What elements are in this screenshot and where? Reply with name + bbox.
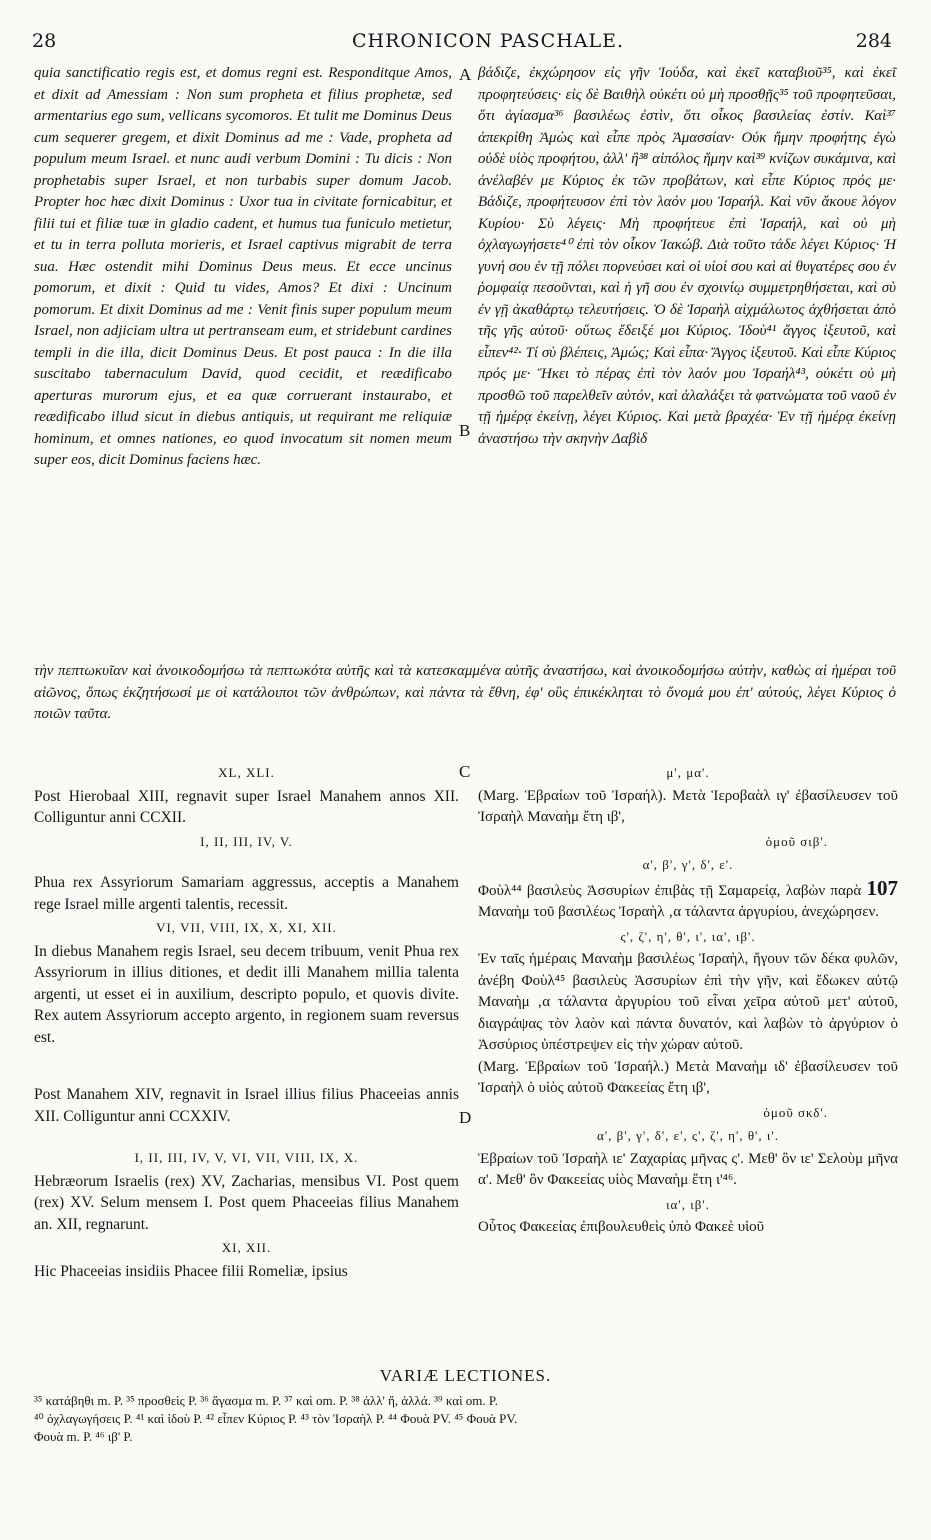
greek-paragraph: (Marg. Ἑβραίων τοῦ Ἰσραήλ.) Μετὰ Μαναὴμ ιδ' ἐβασίλευσεν τοῦ Ἰσραὴλ ὁ υἱὸς αὐτοῦ Φακεείας ἔτη ιβ', (478, 1058, 898, 1096)
section-numerals: ια', ιβ'. (666, 1196, 710, 1212)
column-number: 107 (866, 875, 899, 900)
latin-column (34, 760, 459, 1282)
greek-amos-conclusion: τὴν πεπτωκυῖαν καὶ ἀνοικοδομήσω τὰ πεπτωκότα αὐτῆς καὶ τὰ κατεσκαμμένα αὐτῆς ἀναστήσω, καὶ ἀνοικοδομήσω αὐτὴν, καθὼς αἱ ἡμέραι τοῦ αἰῶνος, ὅπως ἐκζητήσωσί με οἱ κατάλοιποι τῶν ἀνθρώπων, καὶ πάντα τὰ ἔθνη, ἐφ' οὓς ἐπικέκληται τὸ ὄνομά μου ἐπ' αὐτούς, λέγει Κύριος ὁ ποιῶν ταῦτα. (34, 663, 896, 722)
margin-letter-d: D (459, 1108, 472, 1127)
greek-paragraph: Φοὺλ⁴⁴ βασιλεὺς Ἀσσυρίων ἐπιβὰς τῇ Σαμαρείᾳ, λαβὼν παρὰ 107 Μαναὴμ τοῦ βασιλέως Ἰσραὴλ ‚α τάλαντα ἀργυρίου, ἀνεχώρησεν. (478, 875, 899, 920)
section-numerals: I, II, III, IV, V, VI, VII, VIII, IX, X. (134, 1150, 359, 1165)
greek-amos-text: βάδιζε, ἐκχώρησον εἰς γῆν Ἰούδα, καὶ ἐκεῖ καταβιοῦ³⁵, καὶ ἐκεῖ προφητεύσεις· εἰς δὲ Βαιθὴλ οὐκέτι οὐ μὴ προσθῇς³⁵ τοῦ προφητεῦσαι, ὅτι ἁγίασμα³⁶ βασιλέως ἐστὶν, ὅτι οἶκος βασιλείας ἐστίν. Καὶ³⁷ ἀπεκρίθη Ἀμὼς καὶ εἶπε πρὸς Ἀμασσίαν· Οὐκ ἤμην προφήτης ἐγὼ οὐδὲ υἱὸς προφήτου, ἀλλ' ἢ³⁸ αἰπόλος ἤμην καὶ³⁹ κνίζων συκάμινα, καὶ ἀνέλαβέν με Κύριος ἐκ τῶν προβάτων, καὶ εἶπε Κύριος πρός με· Βάδιζε, προφήτευσον ἐπὶ τὸν λαόν μου Ἰσραήλ. Καὶ νῦν ἄκουε λόγον Κυρίου· Σὺ λέγεις· Μὴ προφήτευε ἐπὶ Ἰσραήλ, καὶ οὐ μὴ ὀχλαγωγήσετε⁴⁰ ἐπὶ τὸν οἶκον Ἰακώβ. Διὰ τοῦτο τάδε λέγει Κύριος· Ἡ γυνή σου ἐν τῇ πόλει πορνεύσει καὶ οἱ υἱοί σου καὶ αἱ θυγατέρες σου ἐν ῥομφαίᾳ πεσοῦνται, καὶ ἡ γῆ σου ἐν σχοινίῳ συμμετρηθήσεται, καὶ σὺ ἐν γῇ ἀκαθάρτῳ τελευτήσεις. Ὁ δὲ Ἰσραὴλ αἰχμάλωτος ἀχθήσεται ἀπὸ τῆς γῆς αὐτοῦ· οὕτως ἔδειξέ μοι Κύριος. Ἰδοὺ⁴¹ ἄγγος ἰξευτοῦ, καὶ εἶπεν⁴²· Τί σὺ βλέπεις, Ἀμώς; Καὶ εἶπα· Ἄγγος ἰξευτοῦ. Καὶ εἶπε Κύριος πρός με· Ἥκει τὸ πέρας ἐπὶ τὸν λαόν μου Ἰσραήλ⁴³, οὐκέτι οὐ μὴ προσθῶ τοῦ παρελθεῖν αὐτόν, καὶ ἀλαλάξει τὰ φατνώματα τοῦ ναοῦ ἐν τῇ ἡμέρᾳ ἐκείνῃ, λέγει Κύριος. Καὶ μετὰ βραχέα· Ἐν τῇ ἡμέρᾳ ἐκείνῃ ἀναστήσω τὴν σκηνὴν Δαβὶδ (478, 65, 896, 447)
section-numerals: μ', μα'. (666, 765, 710, 780)
latin-paragraph: Phua rex Assyriorum Samariam aggressus, acceptis a Manahem rege Israel mille argenti talentis, recessit. (34, 874, 459, 913)
greek-total: ὁμοῦ σκδ'. (763, 1104, 828, 1120)
greek-full-width-text (34, 661, 896, 726)
margin-letter-a: A (459, 65, 472, 84)
variae-lectiones (34, 1392, 896, 1446)
page-number-right: 284 (855, 30, 892, 52)
section-numerals: I, II, III, IV, V. (200, 833, 293, 849)
greek-paragraph: (Marg. Ἑβραίων τοῦ Ἰσραήλ). Μετὰ Ἱεροβαὰλ ιγ' ἐβασίλευσεν τοῦ Ἰσραὴλ Μαναὴμ ἔτη ιβ', (478, 787, 898, 825)
latin-italic-column (34, 63, 452, 472)
latin-paragraph: In diebus Manahem regis Israel, seu decem tribuum, venit Phua rex Assyriorum in illius ditiones, et dedit illi Manahem millia talenta argenti, ut esset ei in auxilium, descripto populo, et quovis divite. Rex autem Assyriorum accepto argento, in regionem suam reversus est. (34, 942, 459, 1046)
section-numerals: ς', ζ', η', θ', ι', ια', ιβ'. (620, 928, 756, 944)
running-title: CHRONICON PASCHALE. (352, 30, 625, 52)
variant-line: ⁴⁰ ὀχλαγωγήσεις P. ⁴¹ καὶ ἰδοὺ P. ⁴² εἶπεν Κύριος P. ⁴³ τὸν Ἰσραὴλ P. ⁴⁴ Φουὰ PV. ⁴⁵ Φουὰ PV. (34, 1411, 518, 1426)
greek-column (478, 760, 898, 1239)
margin-letter-c: C (459, 762, 471, 781)
section-numerals: α', β', γ', δ', ε'. (642, 857, 734, 872)
greek-paragraph: Ἐν ταῖς ἡμέραις Μαναὴμ βασιλέως Ἰσραὴλ, ἤγουν τῶν δέκα φυλῶν, ἀνέβη Φοὺλ⁴⁵ βασιλεὺς Ἀσσυρίων ἐπὶ τὴν γῆν, καὶ ἔδωκεν αὐτῷ Μαναὴμ ‚α τάλαντα ἀργυρίου τοῦ εἶναι χεῖρα αὐτοῦ μετ' αὐτοῦ, διαγράψας τὸν λαὸν καὶ πάντα δυνατόν, καὶ λαβὼν τὸ ἀργύριον ὁ Ἀσσύριος ὑπέστρεψεν εἰς τὴν χώραν αὐτοῦ. (478, 951, 898, 1053)
section-numerals: XI, XII. (221, 1240, 272, 1255)
greek-total: ὁμοῦ σιβ'. (765, 833, 828, 849)
section-numerals: α', β', γ', δ', ε', ς', ζ', η', θ', ι'. (597, 1128, 779, 1143)
variant-line: Φουὰ m. P. ⁴⁶ ιβ' P. (34, 1429, 133, 1444)
latin-paragraph: Post Manahem XIV, regnavit in Israel illius filius Phaceeias annis XII. Colliguntur anni CCXXIV. (34, 1086, 459, 1125)
latin-amos-text: quia sanctificatio regis est, et domus regni est. Responditque Amos, et dixit ad Amessiam : Non sum propheta et filius prophetæ, sed armentarius ego sum, vellicans sycomoros. Et tulit me Dominus Deus cum sequerer gregem, et dixit Dominus ad me : Vade, propheta ad populum meum Israel. et nunc audi verbum Domini : Tu dicis : Non prophetabis super Israel, et non turbabis super domum Jacob. Propter hoc hæc dixit Dominus : Uxor tua in civitate fornicabitur, et filii tui et filiæ tuæ in gladio cadent, et humus tua funiculo metietur, et tu in terra polluta morieris, et Israel captivus migrabit de terra sua. Hæc ostendit mihi Dominus Deus meus. Et ecce uncinus pomorum, et dixit : Quid tu vides, Amos? Et dixi : Uncinum pomorum. Et dixit Dominus ad me : Venit finis super populum meum Israel, non adjiciam ultra ut pertranseam eum, et stridebunt cardines templi in die illa, dicit Dominus Deus. Et post pauca : In die illa suscitabo tabernaculum David, quod cecidit, et reædificabo aperturas murorum ejus, et ea quæ corruerant instaurabo, et reædificabo illud sicut in diebus antiquis, ut requirant me reliquiæ hominum, et omnes nationes, eo quod invocatum sit nomen meum super eos, dicit Dominus faciens hæc. (34, 65, 452, 468)
running-header (32, 30, 892, 56)
variant-line: ³⁵ κατάβηθι m. P. ³⁵ προσθεὶς P. ³⁶ ἅγασμα m. P. ³⁷ καὶ om. P. ³⁸ ἀλλ' ἤ, ἀλλά. ³⁹ καὶ om. P. (34, 1393, 498, 1408)
page-number-left: 28 (32, 30, 57, 52)
section-numerals: XL, XLI. (218, 765, 275, 780)
margin-letter-b: B (459, 421, 471, 440)
variae-lectiones-heading: VARIÆ LECTIONES. (379, 1366, 552, 1385)
greek-paragraph: Ἑβραίων τοῦ Ἰσραὴλ ιε' Ζαχαρίας μῆνας ς'. Μεθ' ὃν ιε' Σελοὺμ μῆνα α'. Μεθ' ὃν Φακεείας υἱὸς Μαναὴμ ἔτη ι'⁴⁶. (478, 1150, 898, 1188)
latin-paragraph: Hebræorum Israelis (rex) XV, Zacharias, mensibus VI. Post quem (rex) XV. Selum mensem I. Post quem Phaceeias filius Manahem an. XII, regnarunt. (34, 1172, 459, 1233)
greek-italic-column (478, 63, 896, 450)
latin-paragraph: Hic Phaceeias insidiis Phacee filii Romeliæ, ipsius (34, 1262, 348, 1280)
greek-paragraph: Οὗτος Φακεείας ἐπιβουλευθεὶς ὑπὸ Φακεὲ υἱοῦ (478, 1219, 765, 1235)
section-numerals: VI, VII, VIII, IX, X, XI, XII. (156, 920, 337, 935)
latin-paragraph: Post Hierobaal XIII, regnavit super Israel Manahem annos XII. Colliguntur anni CCXII. (34, 787, 459, 826)
